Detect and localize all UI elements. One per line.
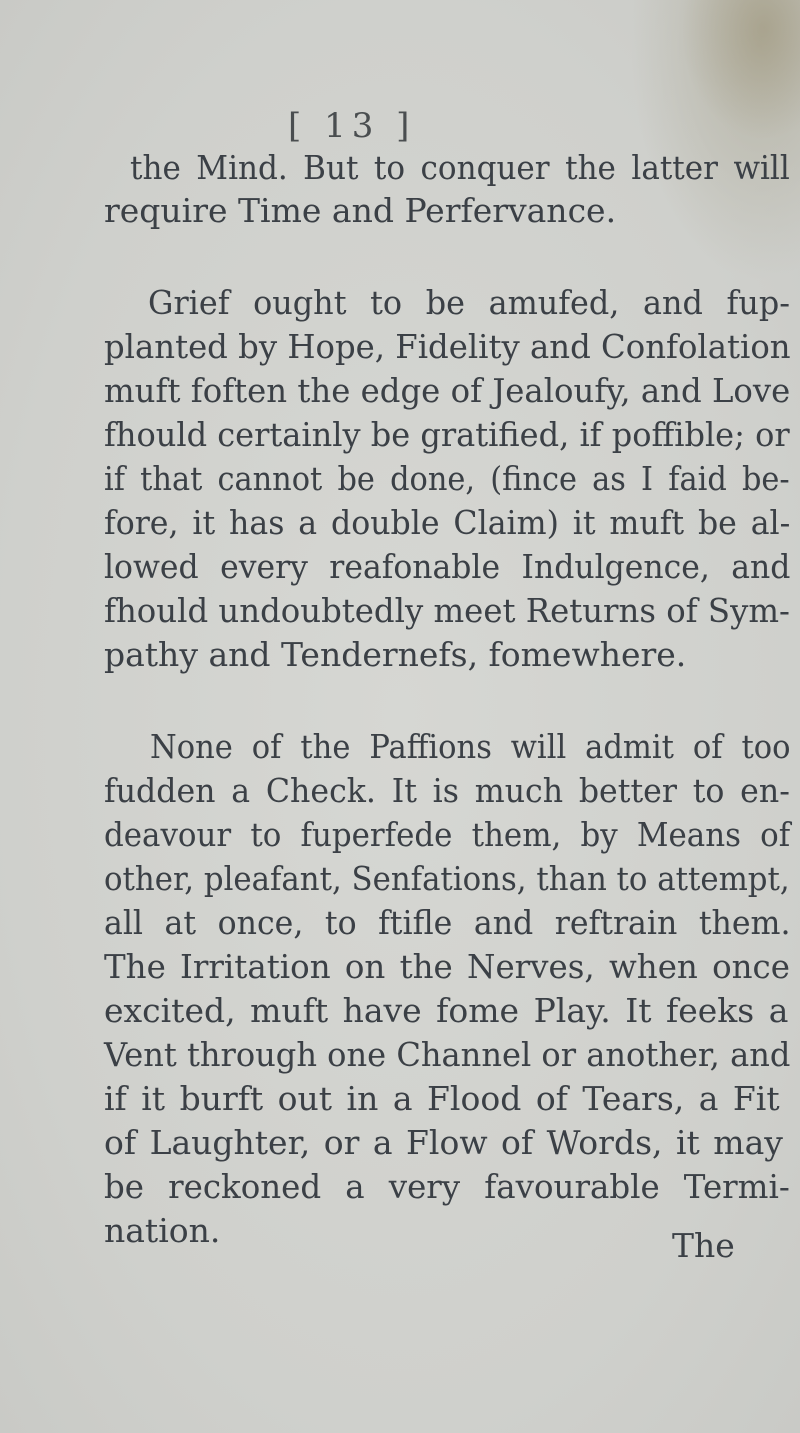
text-line: all at once, to ftifle and reftrain them. bbox=[104, 903, 791, 942]
text-line: if it burft out in a Flood of Tears, a Fit bbox=[104, 1079, 780, 1118]
text-line: of Laughter, or a Flow of Words, it may bbox=[104, 1123, 783, 1162]
text-line: fore, it has a double Claim) it muft be al- bbox=[104, 503, 791, 542]
text-line: pathy and Tendernefs, fomewhere. bbox=[104, 635, 687, 674]
text-line: lowed every reafonable Indulgence, and bbox=[104, 547, 791, 586]
text-line: muft foften the edge of Jealoufy, and Love bbox=[104, 371, 791, 410]
page-number: [ 13 ] bbox=[288, 106, 416, 146]
text-line: if that cannot be done, (fince as I faid be- bbox=[104, 459, 790, 498]
paper-stain bbox=[680, 0, 800, 140]
text-line: other, pleafant, Senfations, than to attempt, bbox=[104, 859, 790, 898]
text-line: The Irritation on the Nerves, when once bbox=[104, 947, 790, 986]
text-line: fudden a Check. It is much better to en- bbox=[104, 771, 790, 810]
text-line: fhould certainly be gratified, if poffible; or bbox=[104, 415, 790, 454]
text-line: require Time and Perfervance. bbox=[104, 191, 617, 230]
text-line: be reckoned a very favourable Termi- bbox=[104, 1167, 790, 1206]
text-line: the Mind. But to conquer the latter will bbox=[130, 148, 790, 187]
text-line: nation. bbox=[104, 1211, 221, 1250]
text-line: excited, muft have fome Play. It feeks a bbox=[104, 991, 789, 1030]
text-line: planted by Hope, Fidelity and Confolation bbox=[104, 327, 791, 366]
text-line: Grief ought to be amufed, and fup- bbox=[148, 283, 791, 322]
text-line: fhould undoubtedly meet Returns of Sym- bbox=[104, 591, 790, 630]
text-line: Vent through one Channel or another, and bbox=[104, 1035, 791, 1074]
catchword: The bbox=[672, 1226, 735, 1265]
text-line: None of the Paffions will admit of too bbox=[150, 727, 791, 766]
text-line: deavour to fuperfede them, by Means of bbox=[104, 815, 791, 854]
